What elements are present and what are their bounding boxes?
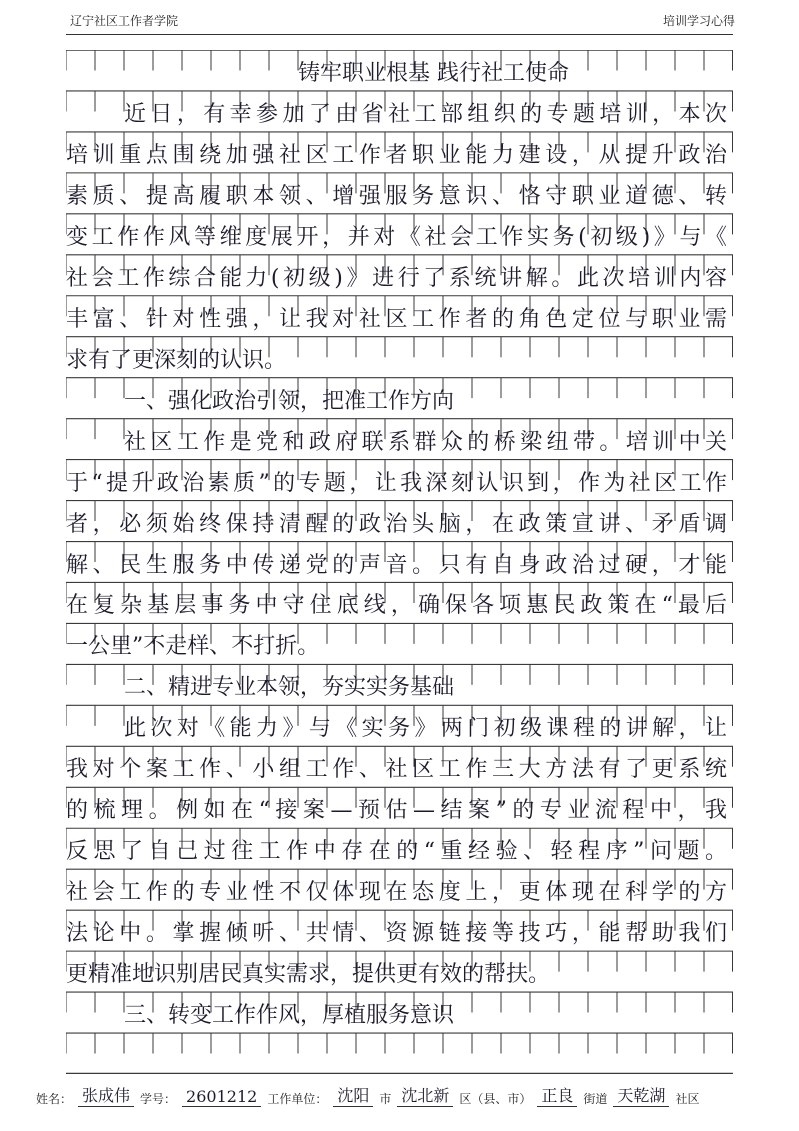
essay-grid-sheet [66,50,733,1074]
name-label: 姓名： [36,1092,73,1106]
essay-line-text: 一公里”不走样、不打折。 [66,634,320,660]
essay-line-text: 社区工作是党和政府联系群众的桥梁纽带。培训中关 [124,429,727,455]
footer-info [36,1079,739,1107]
essay-line-text: 社会工作的专业性不仅体现在态度上，更体现在科学的方 [66,880,727,906]
essay-line-text: 此次对《能力》与《实务》两门初级课程的讲解，让 [124,716,727,742]
header-rule [66,34,733,35]
essay-line-text: 近日，有幸参加了由省社工部组织的专题培训，本次 [124,101,727,127]
community-value: 天乾湖 [613,1083,669,1107]
district-value: 沈北新 [397,1083,453,1107]
essay-line-text: 素质、提高履职本领、增强服务意识、恪守职业道德、转 [66,183,727,209]
essay-line [66,664,733,704]
essay-line-text: 铸牢职业根基 践行社工使命 [298,61,569,86]
essay-line-text: 一、强化政治引领，把准工作方向 [124,388,455,414]
essay-line [66,869,733,909]
community-suffix: 社区 [675,1092,700,1106]
essay-line-text: 社会工作综合能力(初级)》进行了系统讲解。此次培训内容 [66,265,727,291]
essay-line [66,173,733,213]
essay-line-text: 解、民生服务中传递党的声音。只有自身政治过硬，才能 [66,552,727,578]
essay-line-text: 于“提升政治素质”的专题，让我深刻认识到，作为社区工作 [66,470,727,496]
essay-line [66,746,733,786]
essay-line [66,910,733,950]
city-suffix: 市 [379,1092,392,1106]
essay-line-text: 变工作作风等维度展开，并对《社会工作实务(初级)》与《 [66,224,727,250]
essay-line-text: 二、精进专业本领，夯实实务基础 [124,675,455,701]
city-value: 沈阳 [333,1083,373,1107]
essay-line-text: 在复杂基层事务中守住底线，确保各项惠民政策在“最后 [66,593,727,619]
essay-line-text: 反思了自己过往工作中存在的“重经验、轻程序”问题。 [66,839,727,865]
essay-line-text: 三、转变工作作风，厚植服务意识 [124,1003,455,1029]
essay-line [66,296,733,336]
essay-line-text: 丰富、针对性强，让我对社区工作者的角色定位与职业需 [66,306,727,332]
essay-line [66,501,733,541]
id-value: 2601212 [182,1087,261,1107]
essay-line [66,828,733,868]
essay-line [66,419,733,459]
essay-line [66,623,733,663]
essay-line [66,542,733,582]
essay-line [66,992,733,1032]
essay-line-text: 培训重点围绕加强社区工作者职业能力建设，从提升政治 [66,142,727,168]
essay-line [66,705,733,745]
essay-line-text: 我对个案工作、小组工作、社区工作三大方法有了更系统 [66,757,727,783]
street-value: 正良 [537,1083,577,1107]
essay-line [66,951,733,991]
essay-line [66,91,733,131]
id-label: 学号： [140,1092,177,1106]
name-value: 张成伟 [78,1083,134,1107]
essay-line-text: 求有了更深刻的认识。 [66,347,287,373]
unit-label: 工作单位： [267,1092,328,1106]
essay-line [66,787,733,827]
essay-line [66,1033,733,1073]
essay-line [66,378,733,418]
essay-line-text: 法论中。掌握倾听、共情、资源链接等技巧，能帮助我们 [66,921,727,947]
street-suffix: 街道 [583,1092,608,1106]
essay-line-text: 更精准地识别居民真实需求，提供更有效的帮扶。 [66,962,551,988]
district-suffix: 区（县、市） [459,1092,532,1106]
header-school-name: 辽宁社区工作者学院 [70,14,179,28]
essay-line [66,214,733,254]
essay-line [66,337,733,377]
essay-line [66,255,733,295]
essay-line [66,582,733,622]
header-document-type: 培训学习心得 [662,14,735,28]
essay-line-text: 者，必须始终保持清醒的政治头脑，在政策宣讲、矛盾调 [66,511,727,537]
essay-line-text: 的梳理。例如在“接案—预估—结案”的专业流程中，我 [66,798,727,824]
essay-line [66,50,733,90]
essay-line [66,132,733,172]
essay-line [66,460,733,500]
